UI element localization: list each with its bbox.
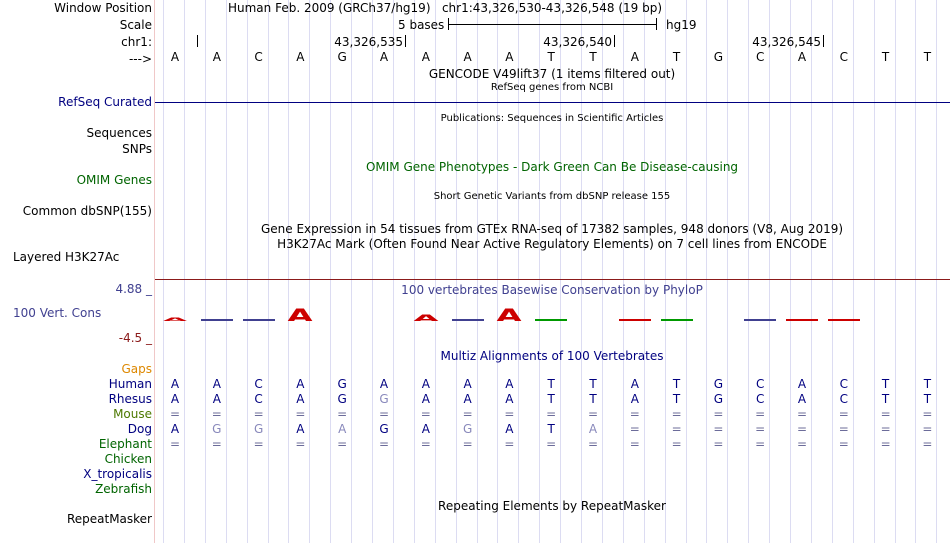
human-base: T — [589, 377, 597, 391]
elephant-base: = — [546, 437, 557, 451]
elephant-base: = — [922, 437, 933, 451]
multiz-track-title: Multiz Alignments of 100 Vertebrates — [440, 349, 664, 363]
ruler-coordinate: 43,326,545 — [752, 35, 821, 49]
label-cons-max: 4.88 _ — [115, 282, 152, 296]
gridline — [184, 0, 185, 543]
rhesus-base: T — [923, 392, 932, 406]
rhesus-base: A — [630, 392, 639, 406]
rhesus-base: C — [755, 392, 765, 406]
conservation-letter: A — [412, 313, 439, 321]
mouse-base: = — [922, 407, 933, 421]
elephant-base: = — [713, 437, 724, 451]
elephant-base: = — [462, 437, 473, 451]
gridline — [748, 0, 749, 543]
dog-base: A — [421, 422, 430, 436]
conservation-mark — [284, 306, 316, 321]
phylop-track-title: 100 vertebrates Basewise Conservation by PhyloP — [401, 283, 703, 297]
sequence-base: A — [463, 50, 472, 64]
label-refseq-curated[interactable]: RefSeq Curated — [58, 95, 152, 109]
elephant-base: = — [671, 437, 682, 451]
conservation-letter: A — [161, 317, 189, 321]
mouse-base: = — [462, 407, 473, 421]
gridline — [247, 0, 248, 543]
label-mouse[interactable]: Mouse — [113, 407, 152, 421]
mouse-base: = — [420, 407, 431, 421]
dog-base: = — [755, 422, 766, 436]
conservation-mark — [661, 319, 693, 321]
refseq-track-title: RefSeq genes from NCBI — [490, 82, 614, 93]
sequence-base: C — [254, 50, 263, 64]
elephant-base: = — [253, 437, 264, 451]
window-coordinates: chr1:43,326,530-43,326,548 (19 bp) — [441, 1, 663, 15]
human-base: A — [379, 377, 389, 391]
ruler-coordinate: 43,326,540 — [543, 35, 612, 49]
mouse-base: = — [504, 407, 515, 421]
rhesus-base: T — [881, 392, 890, 406]
elephant-base: = — [169, 437, 181, 451]
rhesus-base: A — [505, 392, 514, 406]
mouse-base: = — [295, 407, 306, 421]
human-base: A — [505, 377, 514, 391]
elephant-base: = — [755, 437, 766, 451]
label-chr[interactable]: chr1: — [121, 35, 152, 49]
conservation-mark — [410, 313, 442, 321]
gridline — [769, 0, 770, 543]
sequence-base: A — [421, 50, 430, 64]
sequence-base: A — [379, 50, 389, 64]
sequence-base: T — [923, 50, 932, 64]
dog-base: G — [212, 422, 222, 436]
ruler-tick — [614, 35, 615, 47]
gridline — [372, 0, 373, 543]
human-base: A — [212, 377, 221, 391]
elephant-base: = — [629, 437, 640, 451]
label-dog[interactable]: Dog — [127, 422, 152, 436]
conservation-mark — [201, 319, 233, 321]
sequence-base: A — [296, 50, 305, 64]
gridline — [936, 0, 937, 543]
assembly-name: Human Feb. 2009 (GRCh37/hg19) — [227, 1, 431, 15]
dog-base: = — [922, 422, 933, 436]
gtex-track-title: Gene Expression in 54 tissues from GTEx RNA-seq of 17382 samples, 948 donors (V8, Aug 2019) — [260, 222, 844, 236]
sequence-base: T — [672, 50, 681, 64]
ruler-tick — [405, 35, 406, 47]
gridline — [288, 0, 289, 543]
refseq-gene-line[interactable] — [155, 102, 950, 103]
h3k27ac-track-title: H3K27Ac Mark (Often Found Near Active Regulatory Elements) on 7 cell lines from ENCODE — [277, 237, 827, 251]
dog-base: = — [629, 422, 640, 436]
mouse-base: = — [587, 407, 599, 421]
gridline — [686, 0, 687, 543]
mouse-base: = — [880, 407, 891, 421]
sequence-base: T — [547, 50, 555, 64]
human-base: A — [421, 377, 430, 391]
rhesus-base: T — [589, 392, 597, 406]
scale-db: hg19 — [666, 18, 697, 32]
ruler-tick — [197, 35, 198, 47]
conservation-mark — [243, 319, 275, 321]
dog-base: G — [462, 422, 473, 436]
gridline — [623, 0, 624, 543]
sequence-base: T — [589, 50, 597, 64]
human-base: T — [672, 377, 681, 391]
ruler-tick — [823, 35, 824, 47]
human-base: A — [170, 377, 180, 391]
assembly-position-line — [228, 1, 662, 15]
dog-base: A — [588, 422, 598, 436]
track-labels-column — [0, 0, 154, 543]
label-x-tropicalis[interactable]: X_tropicalis — [83, 467, 152, 481]
conservation-mark — [493, 306, 525, 321]
gridline — [644, 0, 645, 543]
human-base: C — [839, 377, 848, 391]
label-gaps[interactable]: Gaps — [121, 362, 152, 376]
elephant-base: = — [378, 437, 390, 451]
human-base: C — [755, 377, 765, 391]
gridline — [435, 0, 436, 543]
gridline — [268, 0, 269, 543]
mouse-base: = — [629, 407, 640, 421]
label-scale[interactable]: Scale — [119, 18, 152, 32]
sequence-base: G — [713, 50, 724, 64]
mouse-base: = — [838, 407, 849, 421]
human-base: C — [254, 377, 263, 391]
sequence-base: C — [839, 50, 848, 64]
gridline — [309, 0, 310, 543]
dog-base: = — [880, 422, 891, 436]
label-omim-genes[interactable]: OMIM Genes — [76, 173, 152, 187]
sequence-base: A — [505, 50, 514, 64]
gridline — [895, 0, 896, 543]
mouse-base: = — [755, 407, 766, 421]
track-area[interactable] — [155, 0, 950, 543]
gridline — [665, 0, 666, 543]
dog-base: A — [170, 422, 180, 436]
scale-bar-end — [656, 18, 657, 30]
dog-base: A — [338, 422, 347, 436]
gridline — [811, 0, 812, 543]
conservation-mark — [744, 319, 776, 321]
mouse-base: = — [211, 407, 222, 421]
mouse-base: = — [253, 407, 264, 421]
human-base: A — [630, 377, 639, 391]
rhesus-base: A — [421, 392, 430, 406]
rhesus-base: T — [547, 392, 555, 406]
human-base: G — [337, 377, 347, 391]
rhesus-base: A — [463, 392, 472, 406]
rhesus-base: C — [839, 392, 848, 406]
gridline — [393, 0, 394, 543]
dog-base: G — [253, 422, 264, 436]
gridline — [351, 0, 352, 543]
conservation-mark — [452, 319, 484, 321]
mouse-base: = — [713, 407, 724, 421]
conservation-letter: A — [287, 306, 314, 321]
label-100-vert-cons[interactable]: 100 Vert. Cons — [13, 306, 102, 320]
rhesus-base: C — [254, 392, 263, 406]
rhesus-base: A — [170, 392, 180, 406]
label-strand[interactable]: ---> — [128, 52, 152, 66]
rhesus-base: G — [713, 392, 724, 406]
repeatmasker-track-title: Repeating Elements by RepeatMasker — [438, 499, 666, 513]
gridline — [226, 0, 227, 543]
human-base: A — [797, 377, 807, 391]
mouse-base: = — [378, 407, 390, 421]
elephant-base: = — [587, 437, 599, 451]
label-common-dbsnp[interactable]: Common dbSNP(155) — [22, 204, 152, 218]
rhesus-base: G — [337, 392, 347, 406]
gridline — [706, 0, 707, 543]
elephant-base: = — [504, 437, 515, 451]
dog-base: = — [671, 422, 682, 436]
conservation-mark — [619, 319, 651, 321]
rhesus-base: A — [296, 392, 305, 406]
gridline — [790, 0, 791, 543]
gridline — [915, 0, 916, 543]
label-rhesus[interactable]: Rhesus — [108, 392, 152, 406]
dog-base: T — [547, 422, 555, 436]
gridline — [414, 0, 415, 543]
label-chicken[interactable]: Chicken — [104, 452, 152, 466]
elephant-base: = — [211, 437, 222, 451]
conservation-mark — [535, 319, 567, 321]
dbsnp-track-title: Short Genetic Variants from dbSNP release 155 — [433, 191, 671, 202]
label-elephant[interactable]: Elephant — [98, 437, 152, 451]
label-layered-h3k27ac[interactable]: Layered H3K27Ac — [13, 250, 120, 264]
gencode-track-title[interactable]: GENCODE V49lift37 (1 items filtered out) — [428, 67, 676, 81]
rhesus-base: T — [672, 392, 681, 406]
ruler-coordinate: 43,326,535 — [334, 35, 403, 49]
human-base: T — [923, 377, 932, 391]
mouse-base: = — [337, 407, 348, 421]
elephant-base: = — [838, 437, 849, 451]
gridline — [330, 0, 331, 543]
conservation-mark — [828, 319, 860, 321]
mouse-base: = — [546, 407, 557, 421]
dog-base: A — [505, 422, 514, 436]
label-zebrafish[interactable]: Zebrafish — [95, 482, 152, 496]
conservation-mark — [786, 319, 818, 321]
label-repeatmasker[interactable]: RepeatMasker — [66, 512, 152, 526]
conservation-mark — [159, 317, 191, 321]
mouse-base: = — [796, 407, 808, 421]
label-sequences[interactable]: Sequences — [86, 126, 152, 140]
elephant-base: = — [337, 437, 348, 451]
mouse-base: = — [671, 407, 682, 421]
gridline — [874, 0, 875, 543]
label-snps[interactable]: SNPs — [122, 142, 152, 156]
conservation-letter: A — [496, 306, 523, 321]
dog-base: = — [713, 422, 724, 436]
human-base: T — [881, 377, 890, 391]
publications-track-title: Publications: Sequences in Scientific Articles — [440, 113, 664, 124]
human-base: A — [296, 377, 305, 391]
dog-base: = — [796, 422, 808, 436]
h3k27ac-baseline — [155, 279, 950, 280]
omim-track-title: OMIM Gene Phenotypes - Dark Green Can Be Disease-causing — [365, 160, 739, 174]
dog-base: = — [838, 422, 849, 436]
sequence-base: A — [212, 50, 221, 64]
gridline — [456, 0, 457, 543]
gridline — [163, 0, 164, 543]
sequence-base: C — [755, 50, 765, 64]
scale-text: 5 bases — [398, 18, 445, 32]
sequence-base: T — [881, 50, 890, 64]
rhesus-base: G — [379, 392, 389, 406]
elephant-base: = — [880, 437, 891, 451]
scale-bar — [448, 24, 656, 25]
sequence-base: A — [630, 50, 639, 64]
sequence-base: G — [337, 50, 347, 64]
gridline — [832, 0, 833, 543]
gridline — [727, 0, 728, 543]
elephant-base: = — [295, 437, 306, 451]
human-base: A — [463, 377, 472, 391]
gridline — [205, 0, 206, 543]
dog-base: A — [296, 422, 305, 436]
human-base: T — [547, 377, 555, 391]
sequence-base: A — [170, 50, 180, 64]
sequence-base: A — [797, 50, 807, 64]
gridline — [477, 0, 478, 543]
elephant-base: = — [796, 437, 808, 451]
human-base: G — [713, 377, 724, 391]
rhesus-base: A — [797, 392, 807, 406]
mouse-base: = — [169, 407, 181, 421]
gridline — [853, 0, 854, 543]
rhesus-base: A — [212, 392, 221, 406]
dog-base: G — [379, 422, 389, 436]
elephant-base: = — [420, 437, 431, 451]
label-window-position[interactable]: Window Position — [54, 1, 152, 15]
label-human[interactable]: Human — [108, 377, 152, 391]
label-cons-min: -4.5 _ — [118, 331, 152, 345]
